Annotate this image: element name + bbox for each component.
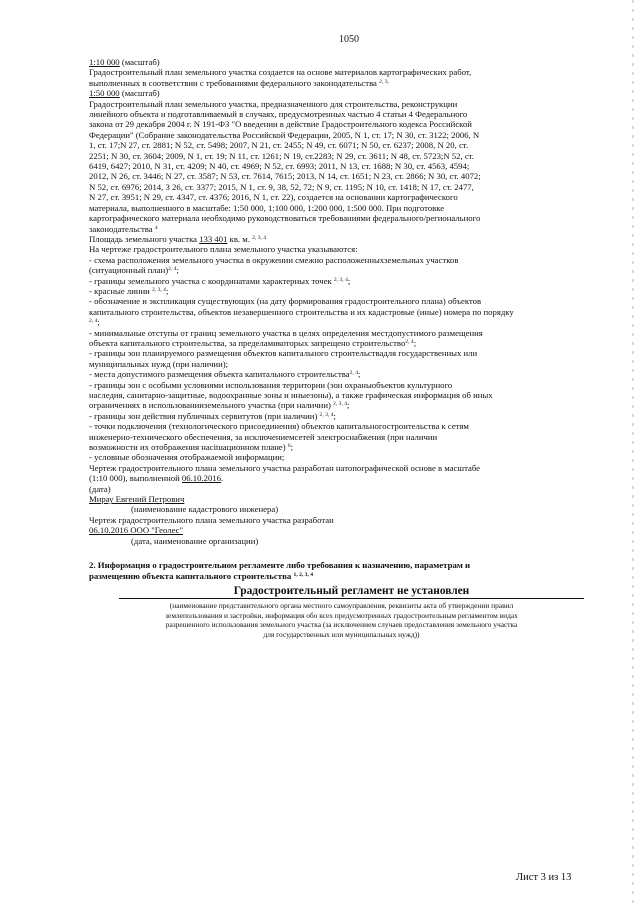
list-item: - границы земельного участка с координатами характерных точек $^{2, 3, 4}$; [89, 275, 351, 286]
text-line: капитального строительства, объектов незавершенного строительства и их кадастровые (иные) номера по порядку [89, 306, 514, 317]
text-line: Федерации" (Собрание законодательства Российской Федерации, 2005, N 1, ст. 17; N 30, ст. 3122; 2006, N [89, 129, 480, 140]
body-text [89, 57, 594, 546]
text-line: Градостроительный план земельного участка, предназначенного для строительства, реконструкции [89, 98, 458, 109]
list-item: - точки подключения (технологического присоединения) объектов капитальногостроительства к сетям [89, 421, 469, 432]
list-item: - границы зон планируемого размещения объектов капитального строительствадля государственных или [89, 348, 478, 359]
regulation-title: Градостроительный регламент не установлен [119, 585, 584, 599]
area-line: Площадь земельного участка 133 401 кв. м. $^{2, 3, 4}$ [89, 233, 267, 244]
list-item: - обозначение и экспликация существующих (на дату формирования градостроительного плана) объектов [89, 296, 482, 307]
text-line: 6419, 6427; 2010, N 31, ст. 4209; N 40, ст. 4969; N 52, ст. 6993; 2011, N 13, ст. 1688; N 30, ст. 4563, 4594; [89, 161, 470, 172]
scale-line-1: 1:10 000 (масштаб) [89, 57, 160, 67]
text-line: N 52, ст. 6976; 2014, 3 26, ст. 3377; 2015, N 1, ст. 9, 38, 52, 72; N 9, ст. 1195; N 10, ст. 1418; N 17, ст. 2477, [89, 181, 474, 192]
text-line: Чертеж градостроительного плана земельного участка разработан натопографической основе в масштабе [89, 462, 481, 473]
text-line: муниципальных нужд (при наличии); [89, 358, 229, 369]
caption-date: (дата) [89, 483, 111, 494]
engineer-name: Мирау Евгений Петрович [89, 494, 185, 505]
text-line: 1, ст. 17;N 27, ст. 2881; N 52, ст. 5498; 2007, N 21, ст. 2455; N 49, ст. 6071; N 50, ст. 6237; 2008, N 20, ст. [89, 140, 469, 151]
regulation-note: (наименование представительного органа местного самоуправления, реквизиты акта об утверждении правил землепользования и застройки, информация обо всех предусмотренных градостроительным регламентом видах разрешенного использования земельного участка (за исключением случаев предоставления земельного участка для государственных или муниципальных нужд)) [165, 601, 518, 639]
list-item: - минимальные отступы от границ земельного участка в целях определения местдопустимого размещения [89, 327, 483, 338]
text-line: возможности их отображения насituационном плане) $^6$; [89, 442, 294, 453]
text-line: 2251; N 30, ст. 3604; 2009, N 1, ст. 19; N 11, ст. 1261; N 19, ст.2283; N 29, ст. 3611; N 48, ст. 5723;N 52, ст. [89, 150, 474, 161]
text-line: На чертеже градостроительного плана земельного участка указываются: [89, 244, 358, 255]
caption-engineer: (наименование кадастрового инженера) [131, 504, 279, 515]
scan-edge [632, 0, 634, 905]
text-line: N 27, ст. 3951; N 29, ст. 4347, ст. 4376; 2016, N 1, ст. 22), создается на основании картографического [89, 192, 458, 203]
list-item: - границы зон действия публичных сервитутов (при наличии) $^{2, 3, 4}$; [89, 410, 336, 421]
text-line: наследия, санитарно-защитные, водоохранные зоны и иныезоны), а также графическая информация об иных [89, 390, 493, 400]
text-line: выполненных в соответствии с требованиями федерального законодательства $^{2, 3,}$ [89, 77, 389, 88]
text-line: объекта капитального строительства, за пределамикоторых запрещено строительство$^{2, 4}$; [89, 337, 417, 348]
text-line: ограничениях в использованииземельного участка (при наличии) $^{2, 3, 4}$; [89, 400, 350, 411]
text-line: Градостроительный план земельного участка создается на основе материалов картографических работ, [89, 67, 472, 78]
text-line: (ситуационный план)$^{2, 4}$; [89, 265, 179, 276]
area-value: 133 401 [199, 233, 228, 244]
list-item: - условные обозначения отображаемой информации; [89, 452, 285, 463]
list-item: - схема расположения земельного участка в окружении смежно расположенныхземельных участков [89, 254, 459, 265]
page-number: 1050 [339, 34, 359, 45]
text-line: закона от 29 декабря 2004 г. N 191-ФЗ "О введении в действие Градостроительного кодекса Российской [89, 119, 472, 130]
org-line: 06.10.2016 ООО "Геолес" [89, 525, 184, 536]
text-line: Чертеж градостроительного плана земельного участка разработан [89, 514, 334, 525]
text-line: картографического материала необходимо руководствоваться требованиями федерального/регионального [89, 213, 481, 224]
text-line: 2012, N 26, ст. 3446; N 27, ст. 3587; N 53, ст. 7614, 7615; 2013, N 14, ст. 1651; N 23, ст. 2866; N 30, ст. 4072; [89, 171, 481, 182]
text-line: инженерно-технического обеспечения, за исключениемсетей электроснабжения (при наличии [89, 431, 438, 442]
sheet-counter: Лист 3 из 13 [516, 872, 572, 883]
scale-line-2: 1:50 000 (масштаб) [89, 88, 160, 99]
list-item: - красные линии $^{2, 3, 4}$; [89, 285, 169, 296]
text-line: (1:10 000), выполненной 06.10.2016. [89, 473, 224, 484]
text-line: $^{2, 4}$; [89, 317, 100, 328]
section-2-heading: 2. Информация о градостроительном регламенте либо требования к назначению, параметрам и размещению объекта капитального строительства $^{1, 2, 3, 4}$ [89, 560, 471, 581]
document-page [89, 34, 594, 639]
caption-org: (дата, наименование организации) [131, 535, 259, 546]
text-line: линейного объекта и подготавливаемый в случаях, предусмотренных частью 4 статьи 4 Федерального [89, 109, 468, 120]
text-line: законодательства $^4$ [89, 223, 158, 234]
list-item: - границы зон с особыми условиями использования территории (зон охраныобъектов культурного [89, 379, 453, 390]
list-item: - места допустимого размещения объекта капитального строительства$^{2, 4}$; [89, 369, 361, 380]
text-line: материала, выполненного в масштабе: 1:50 000, 1:100 000, 1:200 000, 1:500 000. При подготовке [89, 202, 445, 213]
topo-date: 06.10.2016 [181, 473, 221, 484]
